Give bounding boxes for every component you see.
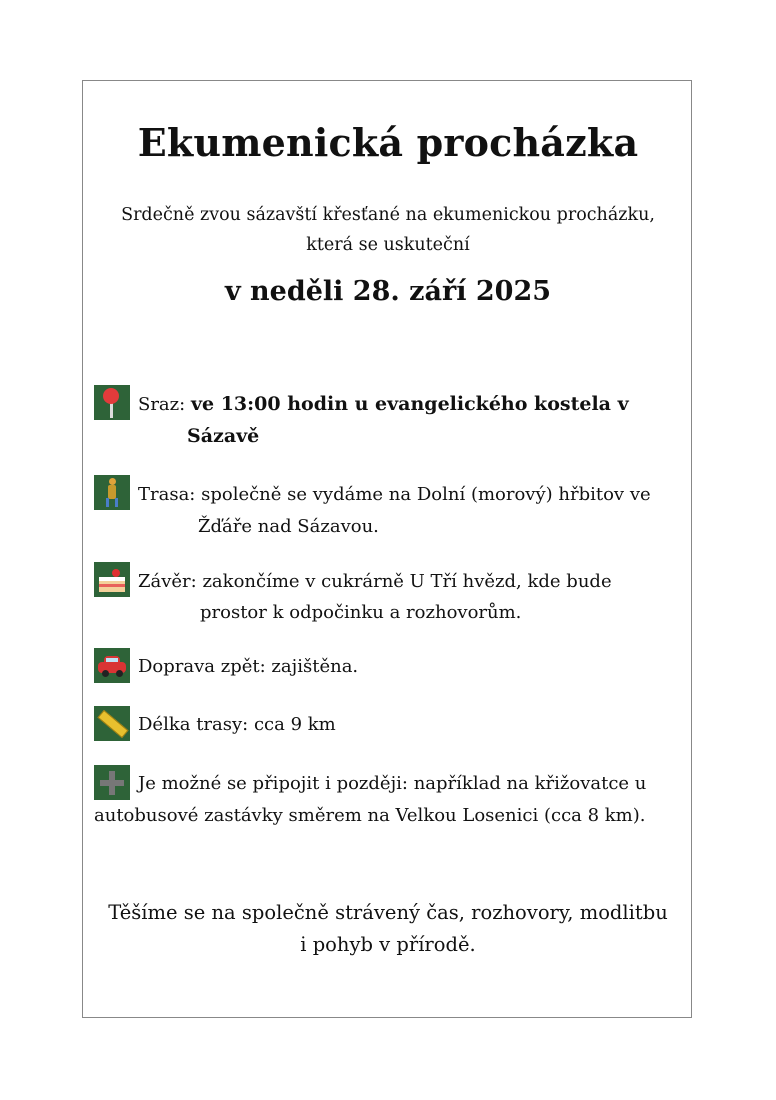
ending-line-1: Závěr: zakončíme v cukrárně U Tří hvězd, kde bude — [138, 571, 612, 592]
person-walking-icon — [94, 475, 130, 510]
car-icon — [94, 648, 130, 683]
round-pushpin-icon — [94, 385, 130, 420]
closing-line-1: Těšíme se na společně strávený čas, rozhovory, modlitbu — [108, 901, 668, 924]
invitation-line-1: Srdečně zvou sázavští křesťané na ekumenickou procházku, — [121, 205, 655, 225]
join-line-2: autobusové zastávky směrem na Velkou Losenici (cca 8 km). — [94, 805, 646, 826]
route-line-2: Žďáře nad Sázavou. — [198, 516, 379, 537]
ruler-icon — [94, 706, 130, 741]
event-date: v neděli 28. září 2025 — [224, 276, 552, 307]
invitation-line-2: která se uskuteční — [306, 235, 470, 255]
plus-icon — [94, 765, 130, 800]
length-line: Délka trasy: cca 9 km — [138, 714, 336, 735]
meeting-label: Sraz: — [138, 394, 186, 415]
route-line-1: Trasa: společně se vydáme na Dolní (morový) hřbitov ve — [138, 484, 651, 505]
meeting-detail-line-2: Sázavě — [187, 425, 260, 447]
cake-slice-icon — [94, 562, 130, 597]
closing-line-2: i pohyb v přírodě. — [300, 933, 476, 956]
closing-text — [0, 897, 776, 961]
transport-line: Doprava zpět: zajištěna. — [138, 656, 359, 677]
join-line-1: Je možné se připojit i později: například na křižovatce u — [138, 773, 647, 794]
ending-line-2: prostor k odpočinku a rozhovorům. — [200, 602, 522, 623]
invitation-text — [0, 200, 776, 260]
poster-title: Ekumenická procházka — [137, 120, 639, 165]
meeting-detail-line-1: ve 13:00 hodin u evangelického kostela v — [190, 393, 629, 415]
